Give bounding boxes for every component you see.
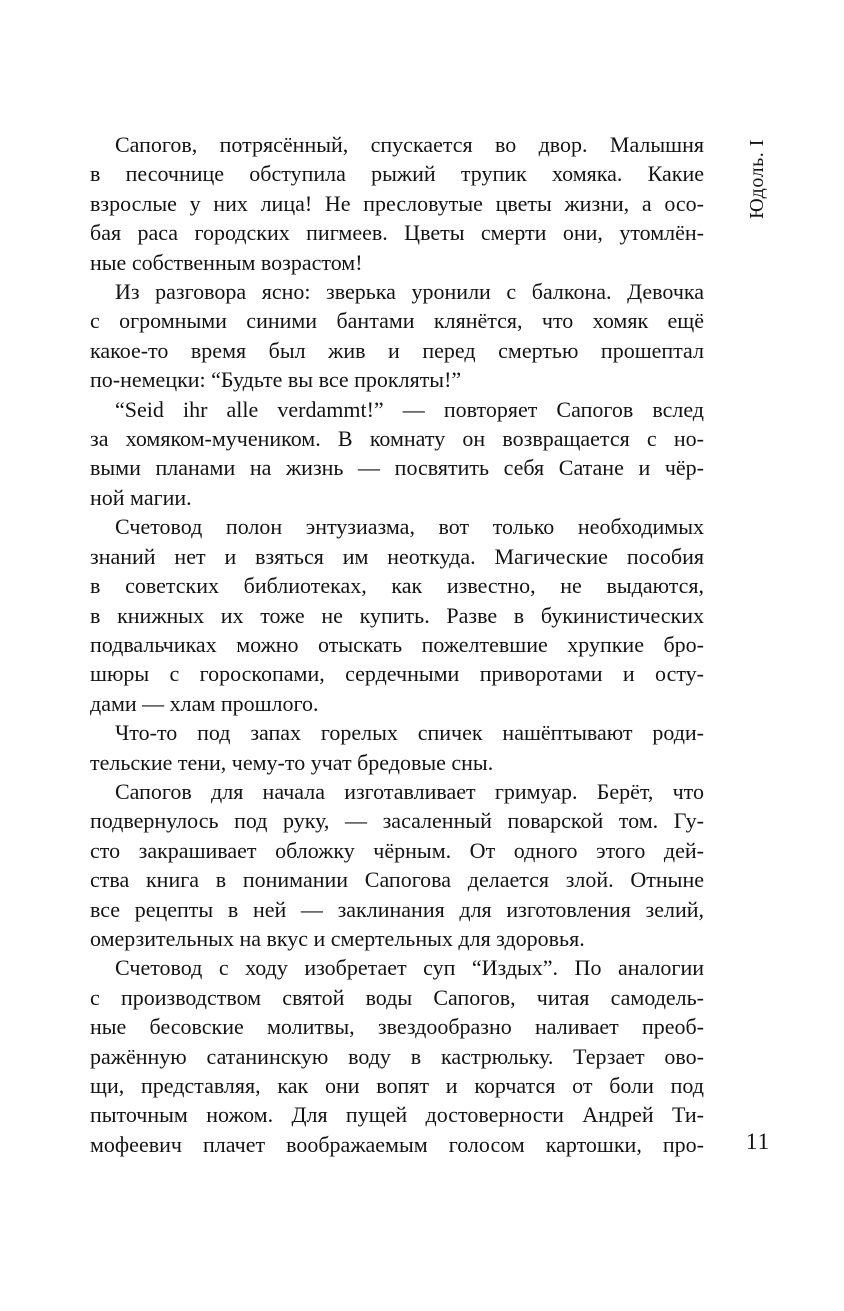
text-line: ства книга в понимании Сапогова делается злой. Отныне <box>90 867 704 893</box>
text-line: за хомяком-мучеником. В комнату он возвращается с но- <box>90 426 704 452</box>
text-line: знаний нет и взяться им неоткуда. Магические пособия <box>90 543 704 569</box>
paragraph <box>90 395 704 513</box>
text-line: дами — хлам прошлого. <box>90 690 319 716</box>
text-line: с огромными синими бантами клянётся, что хомяк ещё <box>90 308 704 334</box>
text-line: бая раса городских пигмеев. Цветы смерти они, утомлён- <box>90 220 704 246</box>
text-line: Счетовод полон энтузиазма, вот только необходимых <box>115 514 704 540</box>
page-number: 11 <box>745 1129 771 1154</box>
text-line: Сапогов, потрясённый, спускается во двор. Малышня <box>115 132 704 157</box>
text-line: щи, представляя, как они вопят и корчатся от боли под <box>90 1073 704 1098</box>
running-head: Юдоль. I <box>746 139 768 219</box>
text-line: подвернулось под руку, — засаленный поварской том. Гу- <box>90 808 704 834</box>
text-line: ражённую сатанинскую воду в кастрюльку. Терзает ово- <box>90 1043 704 1069</box>
text-line: мофеевич плачет воображаемым голосом картошки, про- <box>90 1131 704 1157</box>
text-line: по-немецки: “Будьте вы все прокляты!” <box>90 367 462 393</box>
paragraph <box>90 277 704 395</box>
text-line: Сапогов для начала изготавливает гримуар. Берёт, что <box>115 778 704 804</box>
text-line: какое-то время был жив и перед смертью прошептал <box>90 337 704 363</box>
text-line: пыточным ножом. Для пущей достоверности Андрей Ти- <box>90 1102 704 1128</box>
text-line: сто закрашивает обложку чёрным. От одного этого дей- <box>90 837 704 863</box>
text-line: тельские тени, чему-то учат бредовые сны. <box>90 749 494 775</box>
text-line: ные бесовские молитвы, звездообразно наливает преоб- <box>90 1014 704 1040</box>
paragraph <box>90 777 704 953</box>
text-line: Из разговора ясно: зверька уронили с балкона. Девочка <box>115 279 704 305</box>
text-line: шюры с гороскопами, сердечными приворотами и осту- <box>90 661 704 687</box>
text-line: Что-то под запах горелых спичек нашёптывают роди- <box>115 720 704 746</box>
paragraph <box>90 718 704 777</box>
text-line: в песочнице обступила рыжий трупик хомяка. Какие <box>90 161 704 187</box>
paragraph <box>90 512 704 718</box>
text-line: ные собственным возрастом! <box>90 249 363 275</box>
text-line: выми планами на жизнь — посвятить себя Сатане и чёр- <box>90 455 704 481</box>
text-line: в книжных их тоже не купить. Разве в букинистических <box>90 602 704 628</box>
text-line: с производством святой воды Сапогов, читая самодель- <box>90 984 704 1010</box>
text-line: омерзительных на вкус и смертельных для здоровья. <box>90 925 585 951</box>
text-line: все рецепты в ней — заклинания для изготовления зелий, <box>90 896 704 922</box>
paragraph <box>90 953 704 1159</box>
text-line: в советских библиотеках, как известно, не выдаются, <box>90 573 704 599</box>
text-line: Счетовод с ходу изобретает суп “Издых”. По аналогии <box>115 955 704 981</box>
text-line: подвальчиках можно отыскать пожелтевшие хрупкие бро- <box>90 631 704 657</box>
text-line: “Seid ihr alle verdammt!” — повторяет Сапогов вслед <box>115 396 704 422</box>
text-line: взрослые у них лица! Не пресловутые цветы жизни, а осо- <box>90 190 704 216</box>
paragraph <box>90 130 704 277</box>
text-block <box>90 130 704 1159</box>
text-line: ной магии. <box>90 484 192 510</box>
